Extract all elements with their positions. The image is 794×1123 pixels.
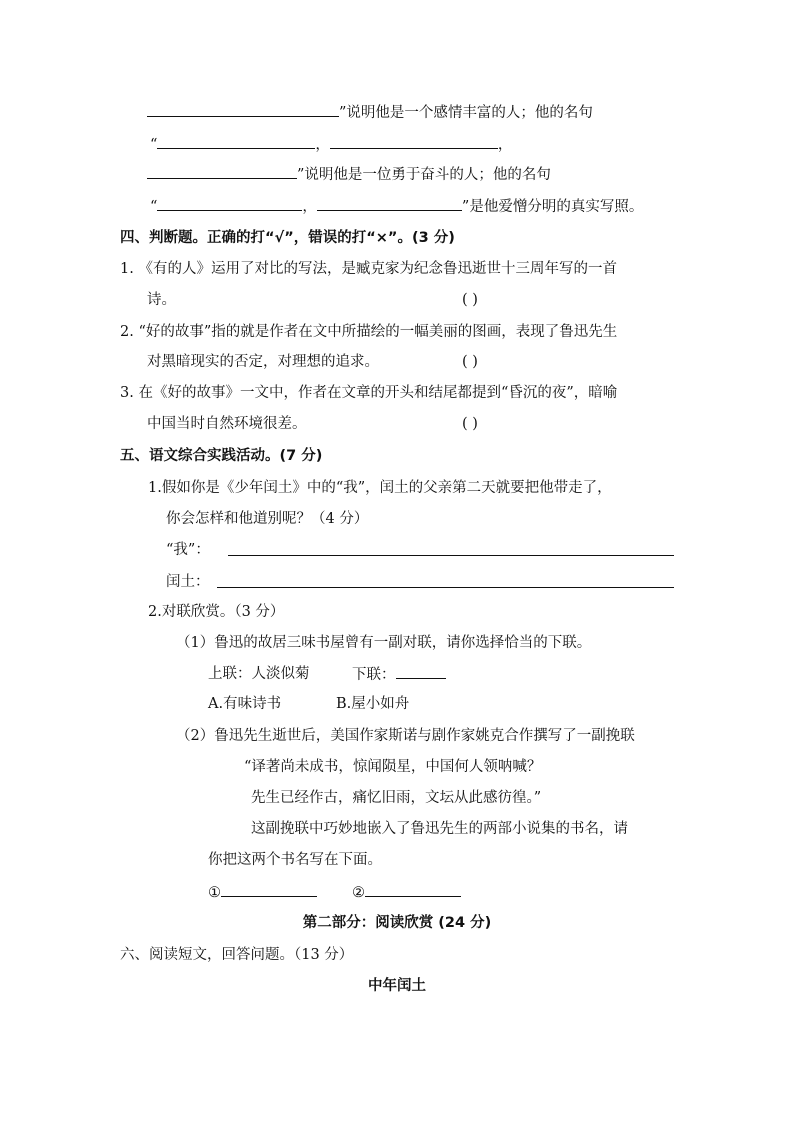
answer-blank[interactable] <box>365 882 461 897</box>
fill-line-3: ”说明他是一位勇于奋斗的人；他的名句 <box>147 164 551 185</box>
answer-blank[interactable] <box>157 196 302 211</box>
answer-slot-1: ① <box>208 882 317 903</box>
section5-heading: 五、语文综合实践活动。(7 分) <box>120 448 323 464</box>
answer-blank[interactable] <box>330 134 498 149</box>
q2-2-ask-line2: 你把这两个书名写在下面。 <box>208 852 382 868</box>
answer-blank[interactable] <box>221 882 317 897</box>
judge-item-3-paren[interactable]: ( ) <box>462 416 478 432</box>
judge-item-1-paren[interactable]: ( ) <box>462 292 478 308</box>
q2-2-ask-line1: 这副挽联中巧妙地嵌入了鲁迅先生的两部小说集的书名，请 <box>251 821 628 837</box>
q1-line1: 1.假如你是《少年闰土》中的“我”，闰土的父亲第二天就要把他带走了， <box>148 480 612 496</box>
q2-heading: 2.对联欣赏。（3 分） <box>148 604 285 620</box>
q2-1-option-b[interactable]: B.屋小如舟 <box>336 696 410 712</box>
couplet-line-2: 先生已经作古，痛忆旧雨，文坛从此感彷徨。” <box>251 790 542 806</box>
judge-item-2-paren[interactable]: ( ) <box>462 354 478 370</box>
answer-blank[interactable] <box>147 164 297 179</box>
q2-1-lower: 下联： <box>352 664 446 685</box>
section4-heading: 四、判断题。正确的打“√”，错误的打“×”。(3 分) <box>120 230 455 246</box>
q1-me-label: “我”： <box>166 542 210 558</box>
judge-item-1-line2: 诗。 <box>147 292 176 308</box>
q1-runtu-label: 闰土： <box>166 574 210 590</box>
answer-slot-2: ② <box>352 882 461 903</box>
section6-heading: 六、阅读短文，回答问题。（13 分） <box>120 947 354 963</box>
judge-item-3-line1: 3. 在《好的故事》一文中，作者在文章的开头和结尾都提到“昏沉的夜”，暗喻 <box>120 385 618 401</box>
couplet-line-1: “译著尚未成书，惊闻陨星，中国何人领呐喊？ <box>244 759 542 775</box>
q2-2-prompt: （2）鲁迅先生逝世后，美国作家斯诺与剧作家姚克合作撰写了一副挽联 <box>176 728 635 744</box>
q1-me-answer-line[interactable] <box>228 555 674 556</box>
q2-1-option-a[interactable]: A.有味诗书 <box>208 696 282 712</box>
q2-1-prompt: （1）鲁迅的故居三味书屋曾有一副对联，请你选择恰当的下联。 <box>176 635 592 651</box>
judge-item-2-line1: 2. “好的故事”指的就是作者在文中所描绘的一幅美丽的图画，表现了鲁迅先生 <box>120 324 618 340</box>
q1-line2: 你会怎样和他道别呢？（4 分） <box>166 511 369 527</box>
answer-blank[interactable] <box>157 134 315 149</box>
fill-line-4: “ ， ”是他爱憎分明的真实写照。 <box>150 196 643 217</box>
part2-heading: 第二部分：阅读欣赏 (24 分) <box>302 915 492 931</box>
q2-1-upper: 上联：人淡似菊 <box>208 666 310 682</box>
judge-item-1-line1: 1. 《有的人》运用了对比的写法，是臧克家为纪念鲁迅逝世十三周年写的一首 <box>120 261 617 277</box>
judge-item-3-line2: 中国当时自然环境很差。 <box>147 416 307 432</box>
answer-blank[interactable] <box>396 664 446 679</box>
passage-title: 中年闰土 <box>368 978 426 994</box>
judge-item-2-line2: 对黑暗现实的否定，对理想的追求。 <box>147 354 379 370</box>
fill-line-2: “ ， ， <box>150 134 512 155</box>
answer-blank[interactable] <box>147 102 339 117</box>
q1-runtu-answer-line[interactable] <box>217 587 674 588</box>
fill-line-1: ”说明他是一个感情丰富的人；他的名句 <box>147 102 593 123</box>
answer-blank[interactable] <box>317 196 462 211</box>
